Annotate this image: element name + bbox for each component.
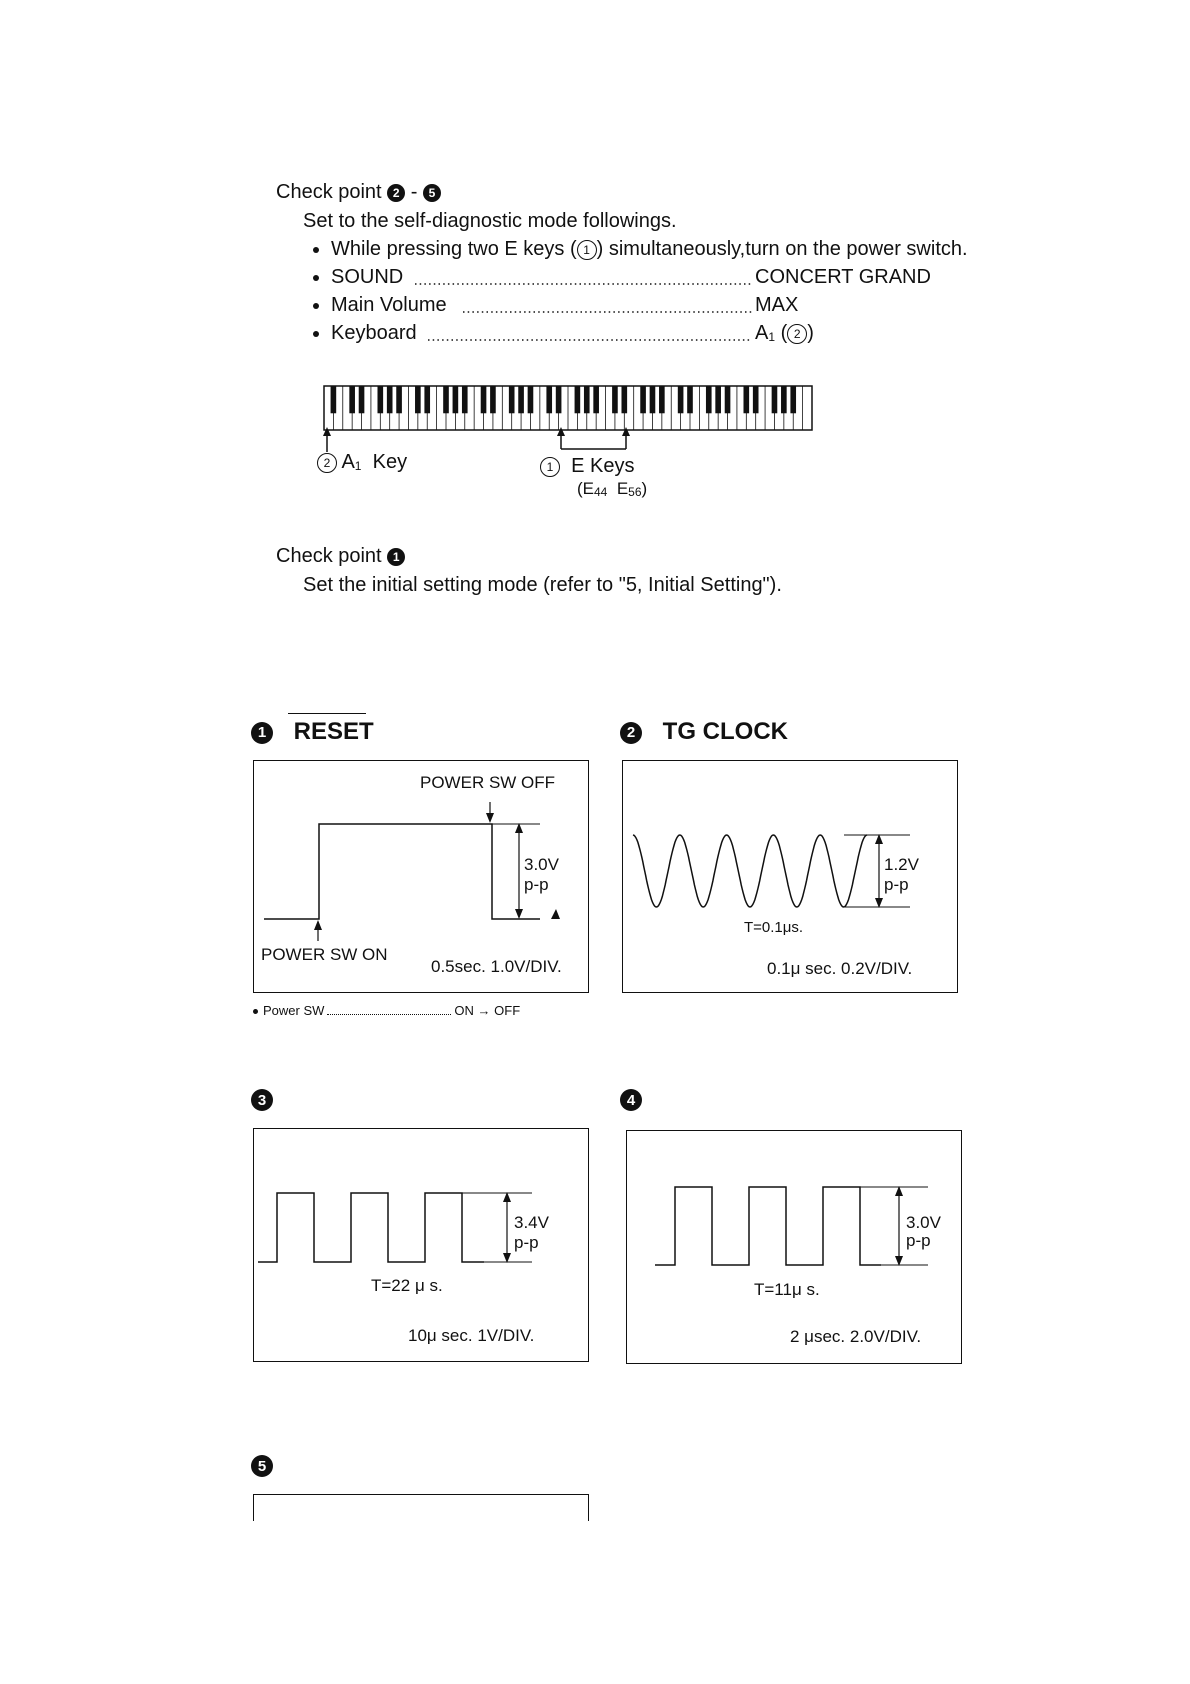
- arrow-right-icon: →: [477, 1003, 491, 1018]
- power-sw-note-off: OFF: [494, 1003, 521, 1018]
- scope-4-heading: [620, 1089, 642, 1111]
- scope-5-heading: [251, 1455, 273, 1477]
- black-key: [640, 386, 646, 413]
- volume-label: Main Volume: [331, 294, 447, 316]
- a1-sub: 1: [354, 459, 362, 473]
- keyboard-label: Keyboard: [331, 322, 417, 344]
- black-key: [621, 386, 627, 413]
- black-key: [781, 386, 787, 413]
- amplitude-label: 3.4V: [514, 1213, 549, 1232]
- black-key: [790, 386, 796, 413]
- a1-label: A: [341, 451, 355, 473]
- a1-key-label: [317, 451, 407, 474]
- period-label: T=22 μ s.: [371, 1276, 443, 1295]
- black-key: [575, 386, 581, 413]
- black-key: [612, 386, 618, 413]
- scope-3: [253, 1128, 589, 1362]
- black-key: [462, 386, 468, 413]
- black-key: [659, 386, 665, 413]
- reset-title: RESET: [293, 718, 374, 745]
- black-key: [687, 386, 693, 413]
- black-key: [331, 386, 337, 413]
- e-range-a: 44: [594, 485, 608, 499]
- black-key: [650, 386, 656, 413]
- black-key: [725, 386, 731, 413]
- power-sw-note-on: ON: [454, 1003, 474, 1018]
- amplitude-label: 3.0V: [524, 855, 559, 874]
- amplitude-label: 1.2V: [884, 855, 919, 874]
- black-key: [678, 386, 684, 413]
- scale-label: 10μ sec. 1V/DIV.: [408, 1326, 535, 1345]
- black-key: [593, 386, 599, 413]
- black-key: [584, 386, 590, 413]
- scale-label: 0.1μ sec. 0.2V/DIV.: [767, 959, 913, 978]
- black-key: [349, 386, 355, 413]
- bullet-icon: [253, 1009, 258, 1014]
- black-key: [387, 386, 393, 413]
- black-key: [453, 386, 459, 413]
- black-key: [528, 386, 534, 413]
- square-waveform: [655, 1187, 881, 1265]
- e-keys-range: [577, 479, 647, 499]
- e-keys-text: E Keys: [571, 455, 635, 477]
- black-key: [490, 386, 496, 413]
- volume-value: MAX: [755, 294, 799, 316]
- badge-1: 1: [251, 722, 273, 744]
- circled-2-icon: 2: [317, 453, 337, 473]
- sound-value: CONCERT GRAND: [755, 266, 931, 288]
- scope-reset: [253, 760, 589, 993]
- scale-label: 0.5sec. 1.0V/DIV.: [431, 957, 562, 976]
- circled-1-icon: 1: [540, 457, 560, 477]
- bullet-e-keys-post: ) simultaneously,turn on the power switch.: [596, 238, 968, 260]
- dot-leader: [327, 1014, 451, 1015]
- period-label: T=0.1μs.: [744, 919, 804, 936]
- scope-4: [626, 1130, 962, 1364]
- badge-separator: -: [410, 181, 418, 203]
- badge-1: 1: [387, 548, 405, 566]
- scope-2-heading: [620, 718, 788, 746]
- black-key: [377, 386, 383, 413]
- black-key: [743, 386, 749, 413]
- check-point-1-title: Check point: [276, 545, 382, 567]
- badge-4: 4: [620, 1089, 642, 1111]
- tg-clock-title: TG CLOCK: [662, 718, 788, 745]
- black-key: [415, 386, 421, 413]
- bullet-e-keys-pre: While pressing two E keys (: [331, 238, 577, 260]
- arrow-down-icon: [486, 813, 494, 823]
- reset-overline: [288, 713, 366, 714]
- black-key: [556, 386, 562, 413]
- amplitude-label: 3.0V: [906, 1213, 941, 1232]
- pp-label: p-p: [524, 875, 549, 894]
- circled-1-icon: 1: [577, 240, 597, 260]
- badge-5: 5: [423, 184, 441, 202]
- black-key: [518, 386, 524, 413]
- sound-label: SOUND: [331, 266, 404, 288]
- e-keys-label: [540, 455, 634, 478]
- a1-key-word: Key: [372, 451, 408, 473]
- keyboard-value-close: ): [807, 322, 814, 344]
- scope-1-heading: [251, 718, 374, 746]
- black-key: [772, 386, 778, 413]
- black-key: [396, 386, 402, 413]
- badge-2: 2: [620, 722, 642, 744]
- power-sw-note-label: Power SW: [263, 1003, 325, 1018]
- pp-label: p-p: [884, 875, 909, 894]
- initial-setting-text: Set the initial setting mode (refer to "5, Initial Setting").: [303, 574, 782, 596]
- power-sw-note: [253, 1003, 520, 1018]
- scope-3-heading: [251, 1089, 273, 1111]
- scale-label: 2 μsec. 2.0V/DIV.: [790, 1327, 922, 1346]
- badge-3: 3: [251, 1089, 273, 1111]
- pp-label: p-p: [906, 1231, 931, 1250]
- arrow-up-icon: [314, 920, 322, 930]
- sine-waveform: [633, 835, 867, 907]
- scope-tg-clock: [622, 760, 958, 993]
- badge-5: 5: [251, 1455, 273, 1477]
- check-point-title: Check point: [276, 181, 382, 203]
- black-key: [715, 386, 721, 413]
- keyboard-value-note: A: [755, 322, 769, 344]
- e-range-close: ): [641, 479, 648, 498]
- period-label: T=11μ s.: [754, 1280, 820, 1299]
- power-sw-on-label: POWER SW ON: [261, 945, 388, 964]
- black-key: [443, 386, 449, 413]
- black-key: [546, 386, 552, 413]
- e-range-mid: E: [616, 479, 629, 498]
- self-diagnostic-intro: Set to the self-diagnostic mode followings.: [303, 210, 677, 232]
- pp-label: p-p: [514, 1233, 539, 1252]
- e-range-b: 56: [628, 485, 642, 499]
- piano-keys: [324, 386, 812, 430]
- keyboard-diagram: [0, 0, 1190, 520]
- e-range-open: (E: [577, 479, 594, 498]
- keyboard-value-open: (: [780, 322, 788, 344]
- badge-2: 2: [387, 184, 405, 202]
- black-key: [753, 386, 759, 413]
- black-key: [424, 386, 430, 413]
- black-key: [481, 386, 487, 413]
- square-waveform: [258, 1193, 484, 1262]
- circled-2-icon: 2: [787, 324, 807, 344]
- black-key: [509, 386, 515, 413]
- keyboard-value-sub: 1: [768, 330, 776, 344]
- black-key: [359, 386, 365, 413]
- scope-5: [253, 1494, 589, 1521]
- check-point-1-heading: [276, 545, 405, 568]
- black-key: [706, 386, 712, 413]
- power-sw-off-label: POWER SW OFF: [420, 773, 556, 792]
